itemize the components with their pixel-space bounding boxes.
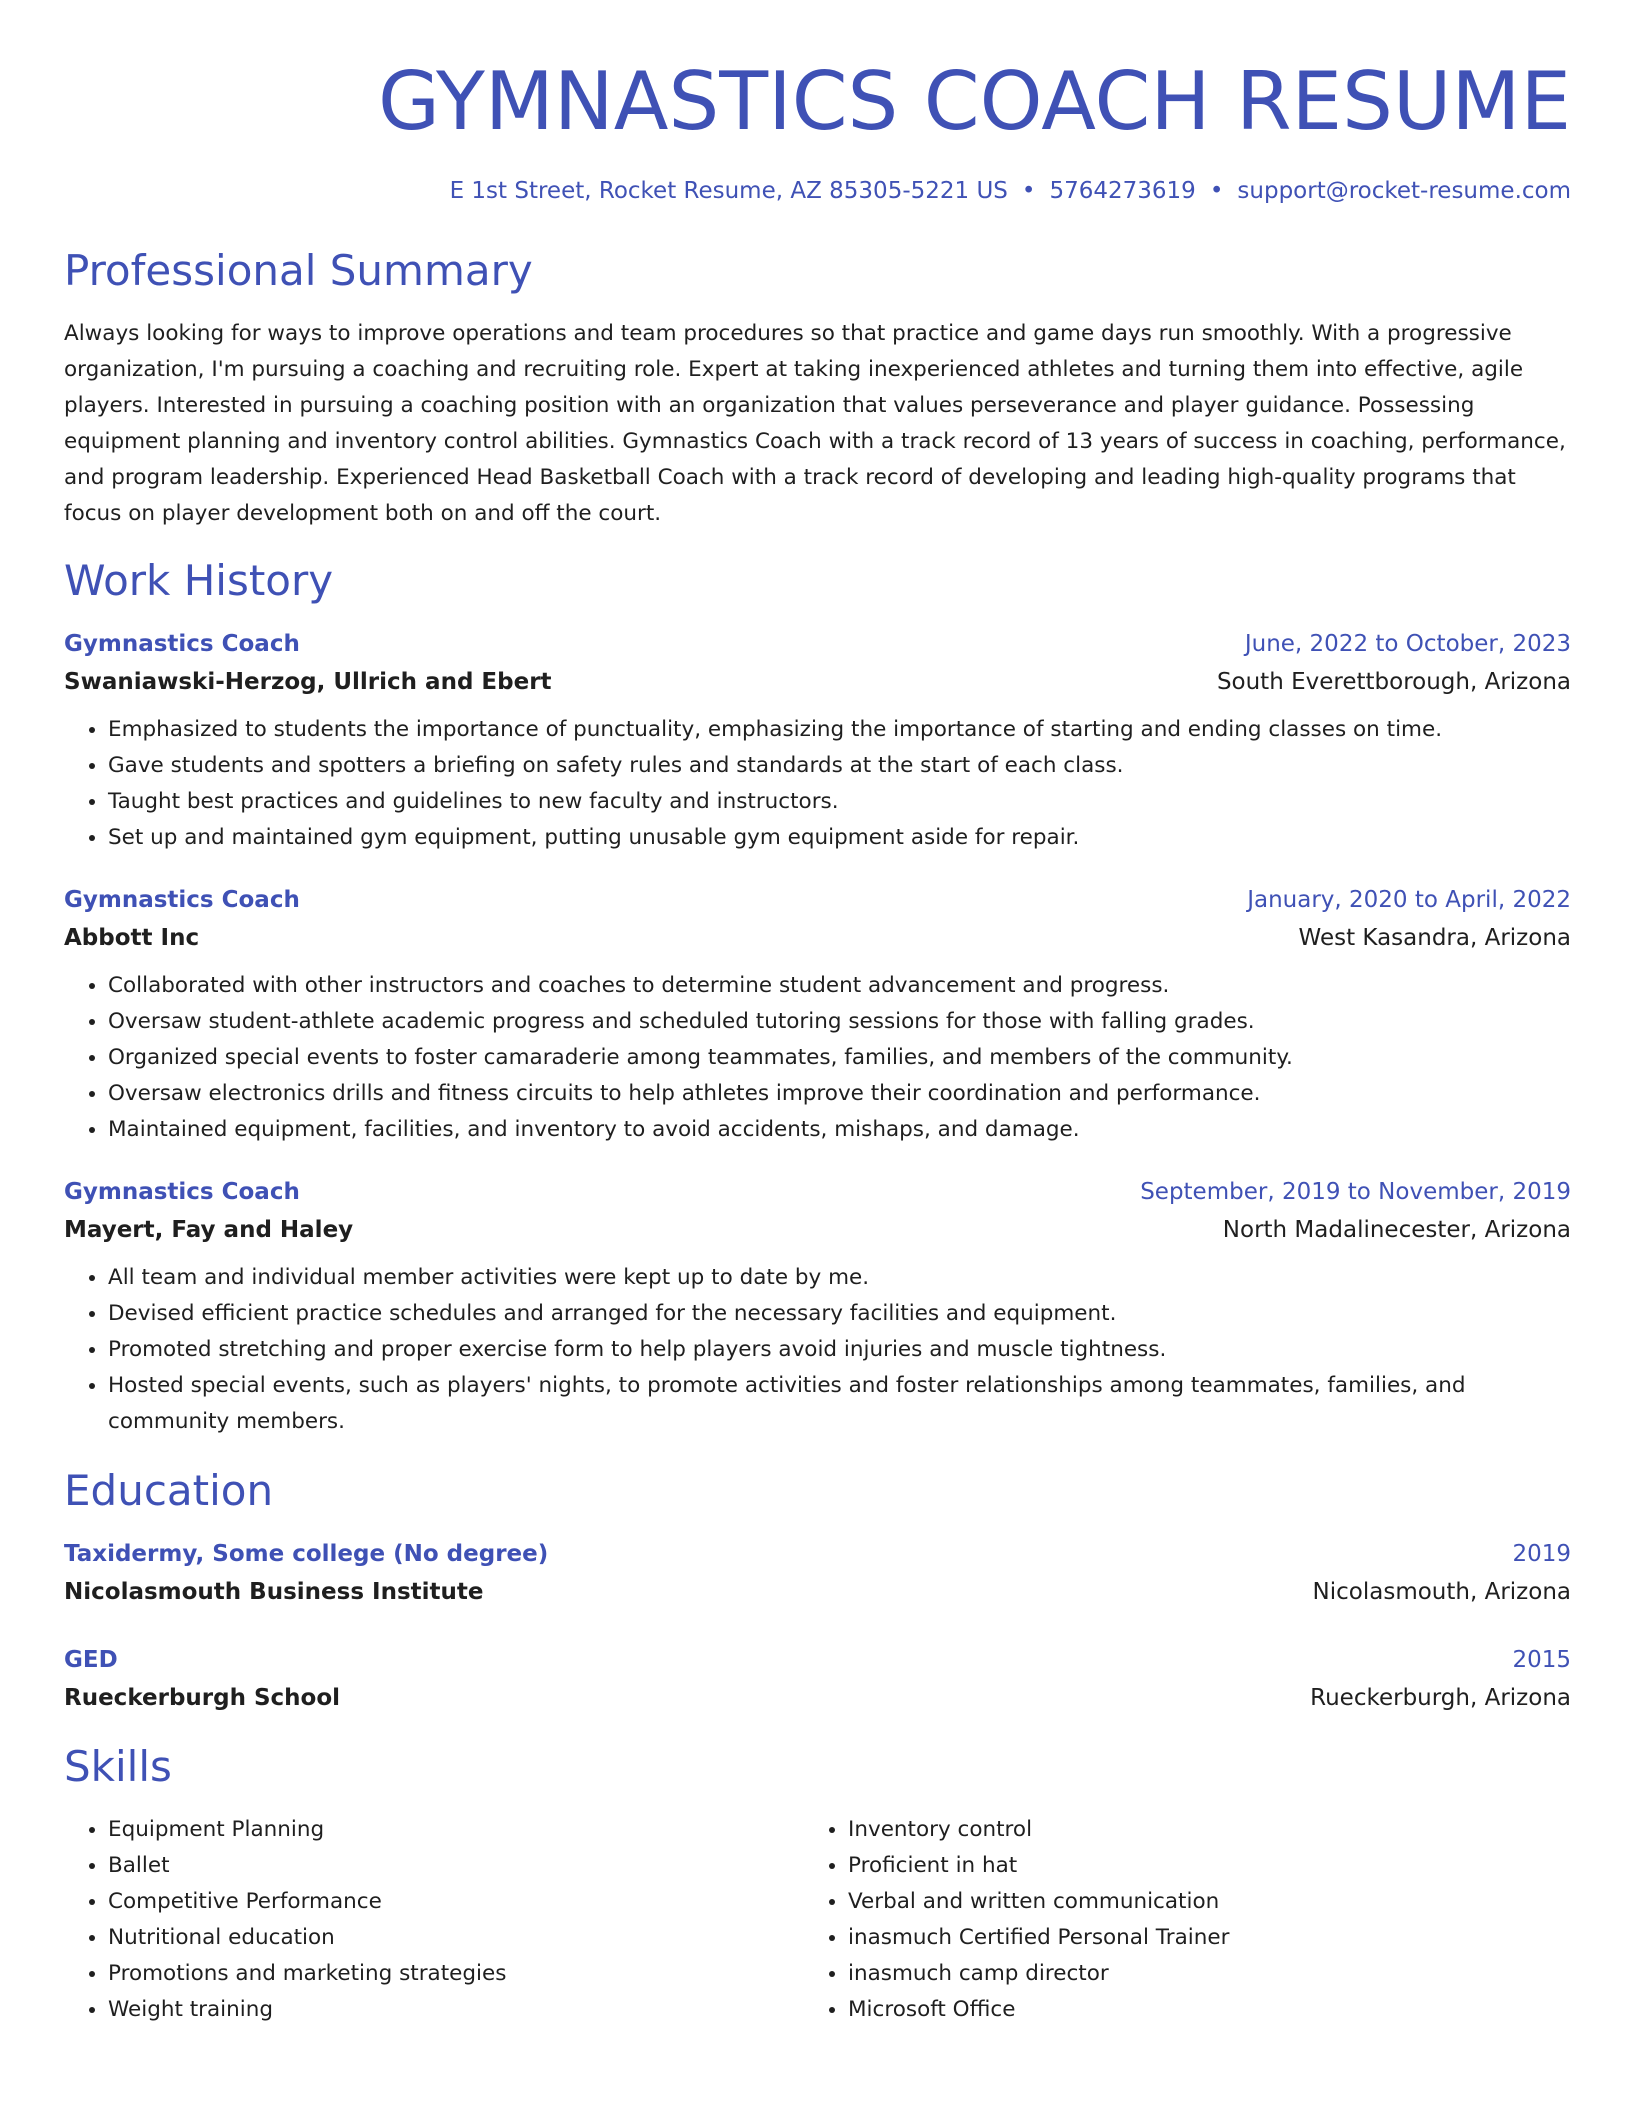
- job-bullet: • Oversaw electronics drills and fitness circuits to help athletes improve their coordination and performance.: [108, 1076, 1571, 1112]
- contact-email: support@rocket-resume.com: [1237, 178, 1571, 204]
- skill-item: • Promotions and marketing strategies: [108, 1956, 804, 1992]
- job-bullet: • Emphasized to students the importance of punctuality, emphasizing the importance of starting and ending classes on time.: [108, 712, 1571, 748]
- job-title: Gymnastics Coach: [64, 631, 300, 657]
- job-location: North Madalinecester, Arizona: [1222, 1217, 1571, 1243]
- summary-heading: Professional Summary: [64, 246, 533, 295]
- job-bullets: [64, 968, 1571, 1148]
- job-bullet: • All team and individual member activities were kept up to date by me.: [108, 1260, 1571, 1296]
- contact-address: E 1st Street, Rocket Resume, AZ 85305-5221 US: [449, 178, 1008, 204]
- resume-header: [64, 52, 1571, 206]
- job-bullets: [64, 712, 1571, 856]
- work-history-list: [64, 626, 1571, 1440]
- work-entry-header: [64, 882, 1571, 918]
- company-name: Mayert, Fay and Haley: [64, 1217, 354, 1243]
- job-dates: January, 2020 to April, 2022: [1247, 887, 1571, 913]
- skill-item: • inasmuch camp director: [848, 1956, 1544, 1992]
- education-year: 2019: [1512, 1541, 1571, 1567]
- job-bullet: • Promoted stretching and proper exercise form to help players avoid injuries and muscle tightness.: [108, 1332, 1571, 1368]
- skills-list-right: [804, 1812, 1544, 2028]
- work-entry: [64, 1174, 1571, 1440]
- job-bullet: • Set up and maintained gym equipment, putting unusable gym equipment aside for repair.: [108, 820, 1571, 856]
- education-entry-header: [64, 1536, 1571, 1572]
- job-bullet: • Devised efficient practice schedules and arranged for the necessary facilities and equipment.: [108, 1296, 1571, 1332]
- job-location: South Everettborough, Arizona: [1216, 669, 1571, 695]
- company-name: Swaniawski-Herzog, Ullrich and Ebert: [64, 669, 552, 695]
- contact-phone: 5764273619: [1049, 178, 1196, 204]
- work-entry-header: [64, 1174, 1571, 1210]
- skills-heading: Skills: [64, 1742, 172, 1791]
- education-entry: [64, 1536, 1571, 1612]
- skill-item: • Verbal and written communication: [848, 1884, 1544, 1920]
- job-title: Gymnastics Coach: [64, 887, 300, 913]
- work-entry: [64, 626, 1571, 856]
- work-entry-subheader: [64, 662, 1571, 702]
- school-location: Rueckerburgh, Arizona: [1310, 1685, 1571, 1711]
- contact-separator: •: [1021, 178, 1036, 204]
- contact-line: [64, 176, 1571, 206]
- job-bullet: • Hosted special events, such as players' nights, to promote activities and foster relationships among teammates, families, and community members.: [108, 1368, 1571, 1440]
- company-name: Abbott Inc: [64, 925, 200, 951]
- job-bullet: • Organized special events to foster camaraderie among teammates, families, and members of the community.: [108, 1040, 1571, 1076]
- work-entry-subheader: [64, 1210, 1571, 1250]
- job-bullet: • Oversaw student-athlete academic progress and scheduled tutoring sessions for those with falling grades.: [108, 1004, 1571, 1040]
- work-entry: [64, 882, 1571, 1148]
- skill-item: • Proficient in hat: [848, 1848, 1544, 1884]
- summary-text: Always looking for ways to improve operations and team procedures so that practice and game days run smoothly. With a progressive organization, I'm pursuing a coaching and recruiting role. Expert at taking inexperienced athletes and turning them into effective, agile players. Interested in pursuing a coaching position with an organization that values perseverance and player guidance. Possessing equipment planning and inventory control abilities. Gymnastics Coach with a track record of 13 years of success in coaching, performance, and program leadership. Experienced Head Basketball Coach with a track record of developing and leading high-quality programs that focus on player development both on and off the court.: [64, 321, 1566, 526]
- job-bullet: • Collaborated with other instructors and coaches to determine student advancement and progress.: [108, 968, 1571, 1004]
- job-dates: June, 2022 to October, 2023: [1244, 631, 1571, 657]
- skills-list-left: [64, 1812, 804, 2028]
- education-entry-subheader: [64, 1572, 1571, 1612]
- skill-item: • Ballet: [108, 1848, 804, 1884]
- education-entry-subheader: [64, 1678, 1571, 1718]
- job-bullet: • Maintained equipment, facilities, and inventory to avoid accidents, mishaps, and damage.: [108, 1112, 1571, 1148]
- job-dates: September, 2019 to November, 2019: [1140, 1179, 1571, 1205]
- skill-item: • Competitive Performance: [108, 1884, 804, 1920]
- skill-item: • Weight training: [108, 1992, 804, 2028]
- job-location: West Kasandra, Arizona: [1298, 925, 1571, 951]
- education-heading: Education: [64, 1466, 274, 1515]
- education-entry: [64, 1642, 1571, 1718]
- work-history-heading: Work History: [64, 556, 334, 605]
- skills-columns: [64, 1812, 1571, 2028]
- education-year: 2015: [1512, 1647, 1571, 1673]
- job-bullet: • Taught best practices and guidelines to new faculty and instructors.: [108, 784, 1571, 820]
- school-location: Nicolasmouth, Arizona: [1312, 1579, 1571, 1605]
- job-bullets: [64, 1260, 1571, 1440]
- degree: Taxidermy, Some college (No degree): [64, 1541, 549, 1567]
- education-entry-header: [64, 1642, 1571, 1678]
- skill-item: • inasmuch Certified Personal Trainer: [848, 1920, 1544, 1956]
- school-name: Nicolasmouth Business Institute: [64, 1579, 484, 1605]
- education-list: [64, 1536, 1571, 1718]
- skill-item: • Microsoft Office: [848, 1992, 1544, 2028]
- work-entry-header: [64, 626, 1571, 662]
- contact-separator: •: [1209, 178, 1224, 204]
- page-title: GYMNASTICS COACH RESUME: [377, 55, 1571, 148]
- job-bullet: • Gave students and spotters a briefing on safety rules and standards at the start of each class.: [108, 748, 1571, 784]
- skill-item: • Inventory control: [848, 1812, 1544, 1848]
- skill-item: • Equipment Planning: [108, 1812, 804, 1848]
- skill-item: • Nutritional education: [108, 1920, 804, 1956]
- job-title: Gymnastics Coach: [64, 1179, 300, 1205]
- work-entry-subheader: [64, 918, 1571, 958]
- degree: GED: [64, 1647, 118, 1673]
- school-name: Rueckerburgh School: [64, 1685, 341, 1711]
